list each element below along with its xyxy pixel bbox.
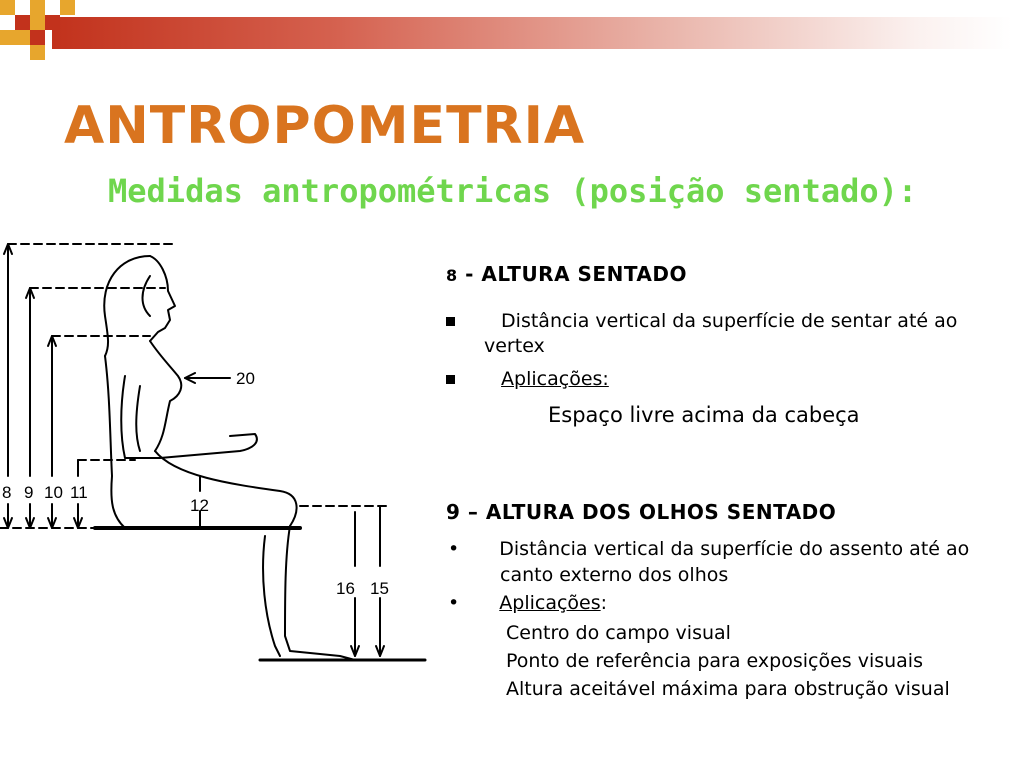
square-bullet-icon <box>446 317 455 326</box>
decor-square <box>0 0 15 15</box>
decor-square <box>30 0 45 15</box>
section-8-bullet-1: Distância vertical da superfície de sentar até ao <box>446 310 957 332</box>
slide-subtitle: Medidas antropométricas (posição sentado): <box>108 172 918 210</box>
dimension-label: 16 <box>336 579 355 598</box>
dimension-label: 11 <box>70 483 88 502</box>
section-9-application: Centro do campo visual <box>506 622 731 644</box>
decor-square <box>45 15 60 30</box>
seated-figure-diagram <box>0 236 430 666</box>
dimension-label: 20 <box>236 369 255 388</box>
decor-square <box>0 30 15 45</box>
section-9-bullet-1: • Distância vertical da superfície do assento até ao <box>448 538 970 560</box>
bullet-dot-icon: • <box>448 592 460 614</box>
gradient-bar <box>52 17 1012 49</box>
dimension-label: 15 <box>370 579 389 598</box>
section-8-heading: 8 - ALTURA SENTADO <box>446 262 688 286</box>
title-decoration-bar <box>0 0 1024 64</box>
section-8-bullet-1-cont: vertex <box>484 335 545 357</box>
dimension-label: 9 <box>24 483 34 502</box>
decor-square <box>45 0 60 15</box>
decor-square <box>30 45 45 60</box>
section-9-heading: 9 – ALTURA DOS OLHOS SENTADO <box>446 500 837 524</box>
decor-square <box>15 15 30 30</box>
section-9-bullet-1-cont: canto externo dos olhos <box>500 564 729 586</box>
decor-square <box>60 0 75 15</box>
section-8-bullet-2: Aplicações: <box>446 368 609 390</box>
square-bullet-icon <box>446 375 455 384</box>
dimension-label: 8 <box>2 483 12 502</box>
decor-square <box>30 30 45 45</box>
decor-square <box>15 0 30 15</box>
dimension-label: 10 <box>44 483 63 502</box>
slide-title: ANTROPOMETRIA <box>64 96 586 156</box>
dimension-label: 12 <box>190 496 209 515</box>
bullet-dot-icon: • <box>448 538 460 560</box>
section-8-application: Espaço livre acima da cabeça <box>548 403 860 427</box>
decor-square <box>15 30 30 45</box>
section-9-application: Altura aceitável máxima para obstrução visual <box>506 678 950 700</box>
decor-square <box>30 15 45 30</box>
decor-square <box>15 45 30 60</box>
section-9-bullet-2: • Aplicações: <box>448 592 608 614</box>
section-9-application: Ponto de referência para exposições visuais <box>506 650 923 672</box>
decor-square <box>0 15 15 30</box>
